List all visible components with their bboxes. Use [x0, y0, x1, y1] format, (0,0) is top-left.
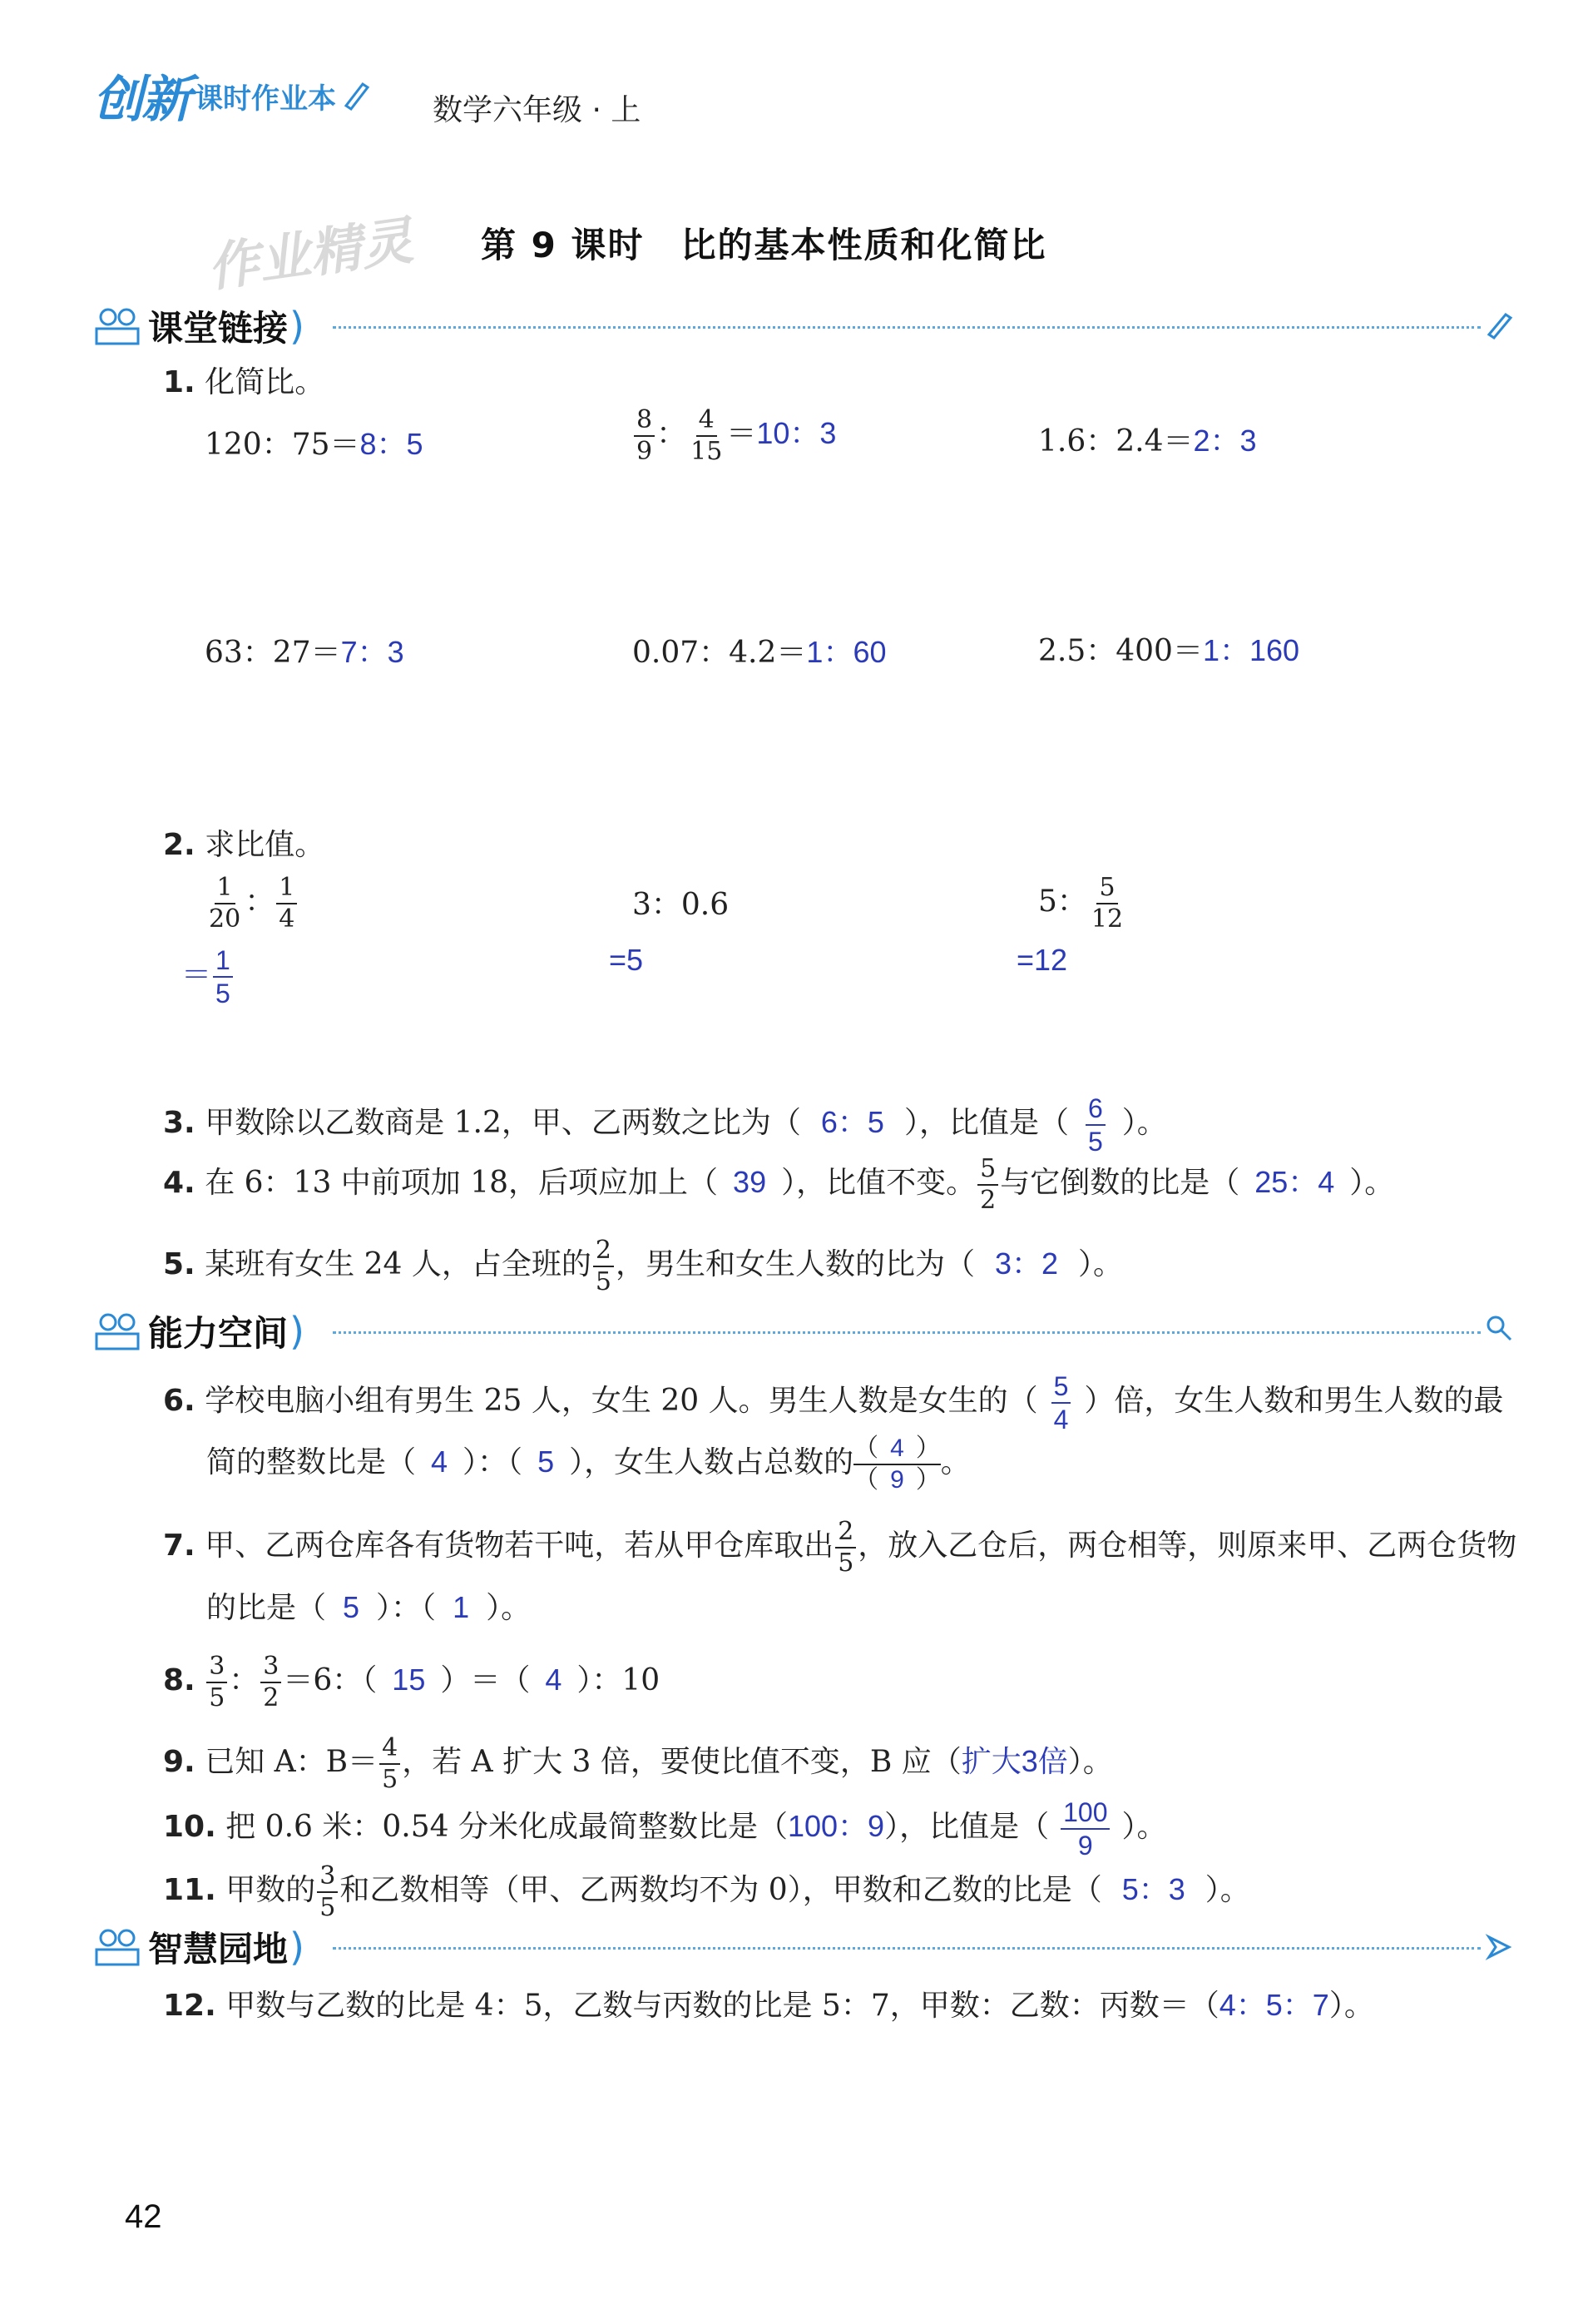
question-12: 12. 甲数与乙数的比是 4：5，乙数与丙数的比是 5：7，甲数：乙数：丙数＝（4：5：7）。 — [163, 1988, 1374, 2023]
question-6-line-2: 简的整数比是（ 4 ）：（ 5 ），女生人数占总数的 $\frac{( 4 )}{( 9 )}$ 。 — [206, 1434, 971, 1494]
question-6: 6. 学校电脑小组有男生 25 人，女生 20 人。男生人数是女生的（ $\frac{5}{4}$ ）倍，女生人数和男生人数的最 — [163, 1371, 1504, 1435]
question-5: 5. 某班有女生 24 人，占全班的 $\frac{2}{5}$ ，男生和女生人数的比为（ 3：2 ）。 — [163, 1236, 1124, 1296]
section-header-ability — [92, 1308, 304, 1355]
q1-item-6: 2.5：400＝1：160 — [1038, 633, 1300, 668]
q2-item-a: $\frac{1}{20}$ ： $\frac{1}{4}$ — [205, 875, 299, 932]
section-bracket: ) — [289, 1309, 304, 1354]
section-title: 智慧园地 — [148, 1929, 289, 1970]
brand-logo — [93, 67, 373, 129]
q1-item-4: 63：27＝7：3 — [205, 635, 404, 670]
pencil-icon — [1484, 310, 1514, 339]
section-title: 课堂链接 — [148, 308, 289, 349]
q1-item-2: $\frac{8}{9}$ ： $\frac{4}{15}$ ＝10：3 — [632, 408, 836, 464]
section-divider — [333, 1947, 1481, 1950]
q1-item-1: 120：75＝8：5 — [205, 427, 423, 462]
magnifier-icon — [1484, 1313, 1514, 1343]
question-8: 8. $\frac{3}{5}$ ： $\frac{3}{2}$ ＝6：（ 15 ）＝（ 4 ）：10 — [163, 1652, 660, 1712]
section-bracket: ) — [289, 1925, 304, 1970]
students-icon — [92, 1926, 143, 1968]
q2-answer-b: =5 — [609, 943, 644, 977]
question-10: 10. 把 0.6 米：0.54 分米化成最简整数比是（100：9），比值是（ $\frac{100}{9}$ ）。 — [163, 1797, 1167, 1861]
page-title: 第 9 课时 比的基本性质和化简比 — [481, 225, 1047, 265]
question-1: 1. 化简比。 — [163, 365, 325, 399]
section-title: 能力空间 — [148, 1313, 289, 1354]
section-divider — [333, 1331, 1481, 1334]
q1-item-3: 1.6：2.4＝2：3 — [1038, 424, 1257, 458]
q1-item-5: 0.07：4.2＝1：60 — [632, 635, 887, 670]
q2-item-b: 3：0.6 — [632, 888, 730, 922]
question-11: 11. 甲数的 $\frac{3}{5}$ 和乙数相等（甲、乙两数均不为 0），甲数和乙数的比是（ 5：3 ）。 — [163, 1861, 1250, 1922]
question-3: 3. 甲数除以乙数商是 1.2，甲、乙两数之比为（ 6：5 ），比值是（ $\frac{6}{5}$ ）。 — [163, 1093, 1167, 1157]
page-number: 42 — [125, 2198, 162, 2235]
question-2: 2. 求比值。 — [163, 828, 325, 862]
q2-answer-c: =12 — [1017, 943, 1068, 977]
arrow-icon — [1484, 1932, 1514, 1962]
section-bracket: ) — [289, 304, 304, 349]
q2-answer-a: ＝ $\frac{1}{5}$ — [181, 947, 235, 1007]
question-7: 7. 甲、乙两仓库各有货物若干吨，若从甲仓库取出 $\frac{2}{5}$ ，放入乙仓后，两仓相等，则原来甲、乙两仓货物 — [163, 1517, 1517, 1578]
students-icon — [92, 305, 143, 347]
question-4: 4. 在 6：13 中前项加 18，后项应加上（ 39 ），比值不变。 $\frac{5}{2}$ 与它倒数的比是（ 25：4 ）。 — [163, 1154, 1395, 1215]
watermark: 作业精灵 — [203, 210, 417, 299]
question-9: 9. 已知 A：B＝ $\frac{4}{5}$ ，若 A 扩大 3 倍，要使比值不变，B 应（扩大3倍）。 — [163, 1733, 1113, 1794]
brand-main: 创新 — [93, 71, 190, 129]
subject-label: 数学六年级 · 上 — [433, 93, 641, 127]
section-header-wisdom — [92, 1924, 304, 1970]
students-icon — [92, 1311, 143, 1352]
q2-item-c: 5： $\frac{5}{12}$ — [1038, 873, 1124, 934]
pen-icon — [339, 79, 373, 112]
question-7-line-2: 的比是（ 5 ）：（ 1 ）。 — [206, 1590, 532, 1625]
brand-sub: 课时作业本 — [195, 82, 336, 116]
section-divider — [333, 326, 1481, 329]
section-header-classroom — [92, 303, 304, 349]
